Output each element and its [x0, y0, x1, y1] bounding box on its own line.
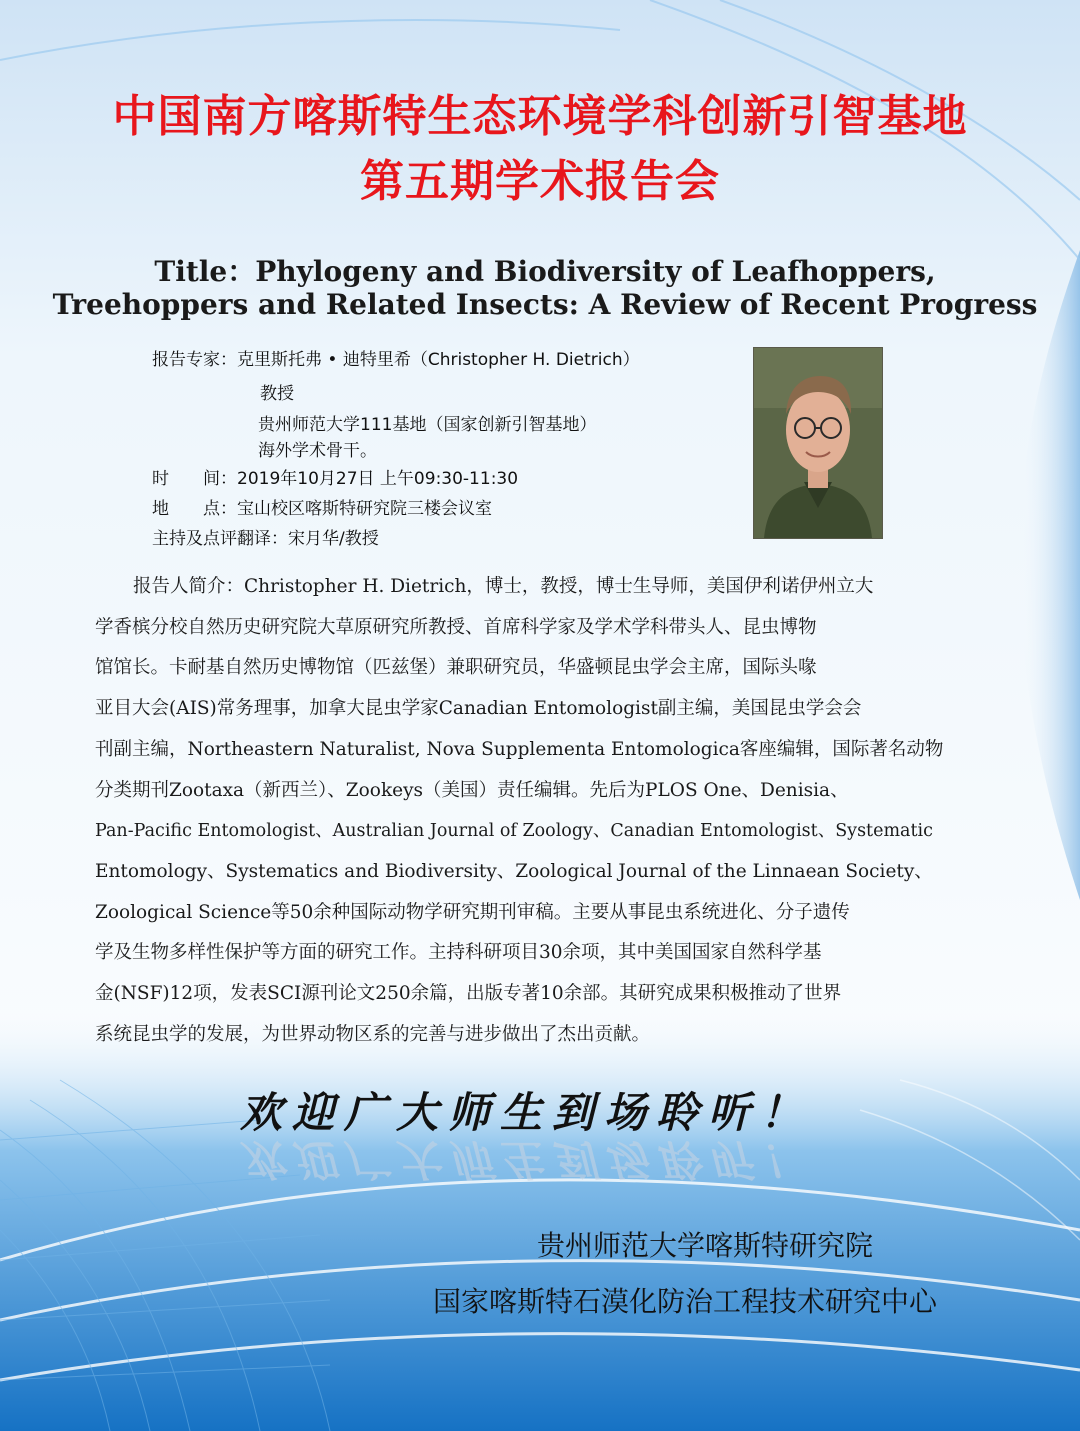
speaker-bio [95, 567, 985, 1055]
place-row [152, 494, 492, 519]
bio-line: 学及生物多样性保护等方面的研究工作。主持科研项目30余项，其中美国国家自然科学基 [95, 942, 822, 964]
speaker-label: 报告专家： [152, 350, 237, 370]
bio-line: 系统昆虫学的发展，为世界动物区系的完善与进步做出了杰出贡献。 [95, 1023, 651, 1045]
time-row [152, 464, 518, 489]
bio-line: 刊副主编，Northeastern Naturalist, Nova Supplementa Entomologica客座编辑，国际著名动物 [95, 738, 944, 760]
speaker-photo [753, 347, 883, 539]
header-title-line1: 中国南方喀斯特生态环境学科创新引智基地 [112, 91, 968, 142]
bio-line: Pan-Pacific Entomologist、Australian Journal of Zoology、Canadian Entomologist、Systematic [95, 821, 933, 842]
time-label: 时 间： [152, 469, 237, 489]
bio-line: 亚目大会(AIS)常务理事，加拿大昆虫学家Canadian Entomologist副主编，美国昆虫学会会 [95, 698, 862, 720]
footer-org-1: 贵州师范大学喀斯特研究院 [537, 1229, 874, 1262]
host-label: 主持及点评翻译： [152, 529, 288, 549]
header-title-line2: 第五期学术报告会 [360, 156, 720, 207]
speaker-row [152, 345, 640, 370]
bio-line: 馆馆长。卡耐基自然历史博物馆（匹兹堡）兼职研究员，华盛顿昆虫学会主席，国际头喙 [95, 657, 817, 679]
place-value: 宝山校区喀斯特研究院三楼会议室 [237, 499, 492, 519]
bio-line: 分类期刊Zootaxa（新西兰）、Zookeys（美国）责任编辑。先后为PLOS One、Denisia、 [95, 779, 849, 801]
bio-line: 学香槟分校自然历史研究院大草原研究所教授、首席科学家及学术学科带头人、昆虫博物 [95, 616, 817, 638]
time-value: 2019年10月27日 上午09:30-11:30 [237, 469, 519, 489]
speaker-affiliation-line2: 海外学术骨干。 [258, 441, 377, 461]
place-label: 地 点： [152, 499, 237, 519]
bio-line: Zoological Science等50余种国际动物学研究期刊审稿。主要从事昆虫系统进化、分子遗传 [95, 901, 850, 923]
bio-line: 报告人简介：Christopher H. Dietrich，博士，教授，博士生导师，美国伊利诺伊州立大 [133, 576, 874, 597]
host-row [152, 524, 379, 549]
footer-org-2: 国家喀斯特石漠化防治工程技术研究中心 [433, 1285, 938, 1318]
talk-title-line2: Treehoppers and Related Insects: A Review of Recent Progress [52, 288, 1038, 321]
host-value: 宋月华/教授 [288, 529, 379, 549]
speaker-name: 克里斯托弗 • 迪特里希（Christopher H. Dietrich） [237, 350, 640, 370]
talk-title-line1: Title：Phylogeny and Biodiversity of Leafhoppers, [154, 255, 936, 288]
welcome-reflection: 欢迎广大师生到场聆听！ [240, 1135, 813, 1184]
speaker-affiliation-line1: 贵州师范大学111基地（国家创新引智基地） [258, 415, 597, 435]
bio-line: 金(NSF)12项，发表SCI源刊论文250余篇，出版专著10余部。其研究成果积极推动了世界 [95, 983, 842, 1005]
welcome-message: 欢迎广大师生到场聆听！ [240, 1088, 813, 1137]
speaker-role: 教授 [260, 384, 294, 404]
bio-line: Entomology、Systematics and Biodiversity、Zoological Journal of the Linnaean Society、 [95, 860, 933, 882]
